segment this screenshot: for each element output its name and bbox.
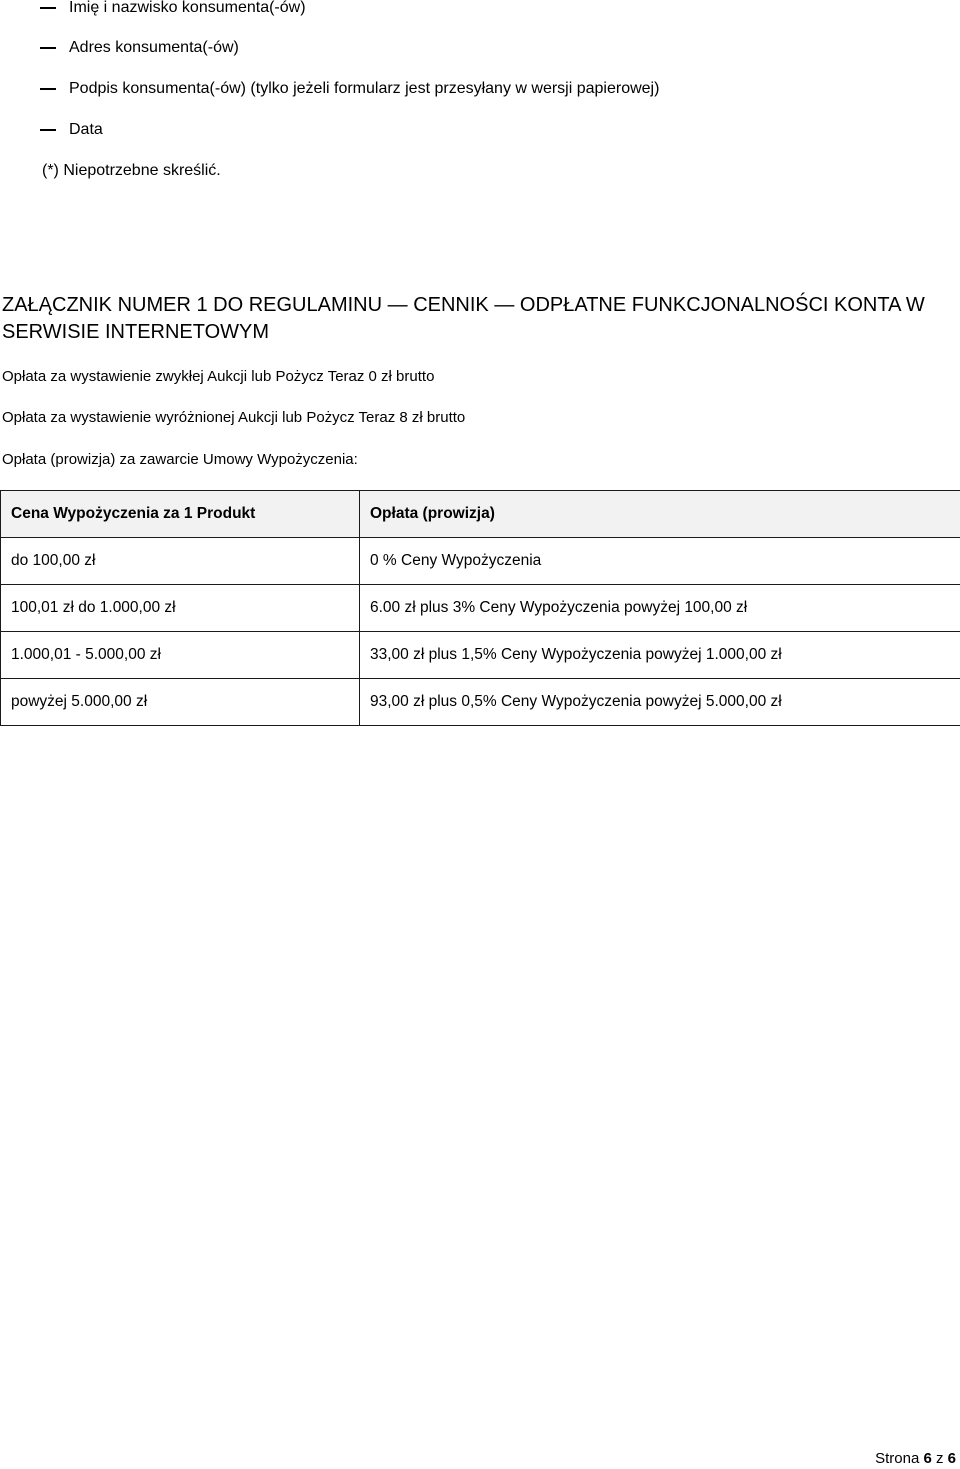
heading-part: CENNIK [413,294,489,316]
table-row [1,585,960,632]
list-item-text: Adres konsumenta(-ów) [69,36,239,60]
list-item-text: Data [69,118,103,142]
dash-bullet [40,88,56,90]
dash-bullet [40,47,56,49]
table-header-row [1,491,960,538]
fee-standard-auction: Opłata za wystawienie zwykłej Aukcji lub Pożycz Teraz 0 zł brutto [2,366,434,388]
annex-heading [2,292,960,346]
column-header-fee: Opłata (prowizja) [360,491,960,538]
table-cell-price: 100,01 zł do 1.000,00 zł [1,585,360,632]
table-row [1,538,960,585]
heading-part: ODPŁATNE FUNKCJONALNOŚCI KONTA W SERWISIE INTERNETOWYM [2,294,925,343]
total-pages: 6 [948,1450,956,1467]
current-page: 6 [923,1450,931,1467]
heading-part: ZAŁĄCZNIK NUMER 1 DO REGULAMINU [2,294,382,316]
table-cell-price: 1.000,01 - 5.000,00 zł [1,632,360,679]
fee-featured-auction: Opłata za wystawienie wyróżnionej Aukcji lub Pożycz Teraz 8 zł brutto [2,407,465,429]
heading-dash: — [494,294,514,316]
column-header-price: Cena Wypożyczenia za 1 Produkt [1,491,360,538]
commission-table [0,490,960,726]
footnote-strike-unused: (*) Niepotrzebne skreślić. [42,159,221,183]
table-cell-fee: 33,00 zł plus 1,5% Ceny Wypożyczenia powyżej 1.000,00 zł [360,632,960,679]
table-cell-price: powyżej 5.000,00 zł [1,679,360,726]
fee-commission-intro: Opłata (prowizja) za zawarcie Umowy Wypożyczenia: [2,449,358,471]
list-item-text: Podpis konsumenta(-ów) (tylko jeżeli formularz jest przesyłany w wersji papierowej) [69,77,659,101]
dash-bullet [40,129,56,131]
heading-dash: — [388,294,408,316]
table-cell-fee: 93,00 zł plus 0,5% Ceny Wypożyczenia powyżej 5.000,00 zł [360,679,960,726]
table-cell-price: do 100,00 zł [1,538,360,585]
table-cell-fee: 0 % Ceny Wypożyczenia [360,538,960,585]
page-label: Strona [875,1450,919,1467]
table-cell-fee: 6.00 zł plus 3% Ceny Wypożyczenia powyżej 100,00 zł [360,585,960,632]
page-number [875,1449,956,1469]
table-row [1,632,960,679]
page-separator: z [936,1450,944,1467]
list-item-text: Imię i nazwisko konsumenta(-ów) [69,0,306,20]
dash-bullet [40,7,56,9]
table-row [1,679,960,726]
